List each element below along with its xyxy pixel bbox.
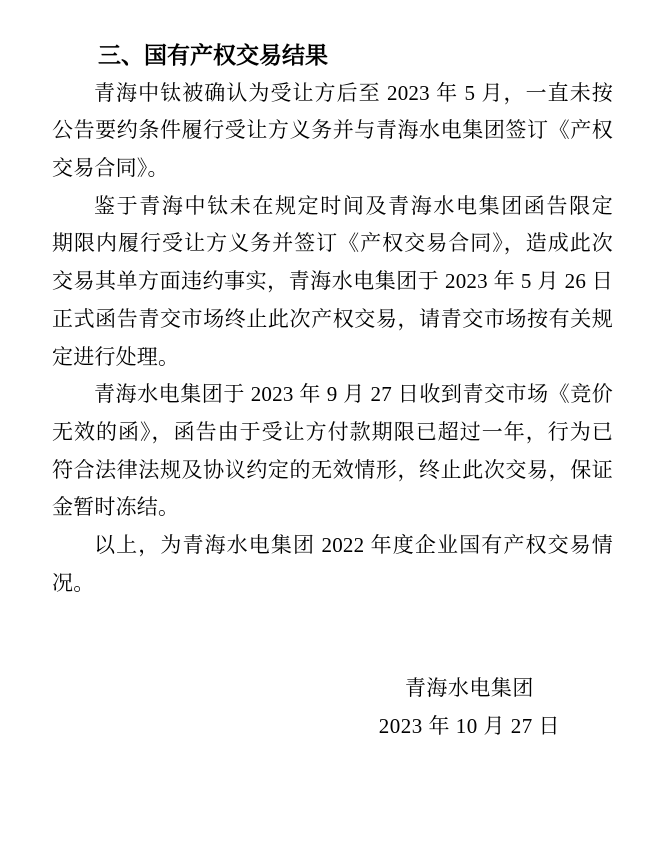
text-line: 以上，为青海水电集团 2022 年度企业国有产权交易情 <box>94 532 613 557</box>
paragraph <box>52 376 613 527</box>
text-line: 正式函告青交市场终止此次产权交易，请青交市场按有关规 <box>52 306 613 331</box>
text-line: 青海水电集团于 2023 年 9 月 27 日收到青交市场《竞价 <box>94 382 613 407</box>
text-line: 交易合同》。 <box>52 156 169 181</box>
text-line: 符合法律法规及协议约定的无效情形，终止此次交易，保证 <box>52 457 613 482</box>
section-heading: 三、国有产权交易结果 <box>98 42 328 68</box>
paragraph <box>52 188 613 376</box>
paragraph <box>52 527 613 602</box>
text-line: 期限内履行受让方义务并签订《产权交易合同》，造成此次 <box>52 231 613 256</box>
text-line: 无效的函》，函告由于受让方付款期限已超过一年，行为已 <box>52 419 613 444</box>
signature-name: 青海水电集团 <box>404 676 534 701</box>
signature-block <box>52 670 613 745</box>
text-line: 公告要约条件履行受让方义务并与青海水电集团签订《产权 <box>52 118 613 143</box>
text-line: 青海中钛被确认为受让方后至 2023 年 5 月，一直未按 <box>94 80 613 105</box>
signature-inner <box>379 670 560 745</box>
paragraph <box>52 75 613 188</box>
document-body <box>52 75 613 603</box>
text-line: 定进行处理。 <box>52 344 180 369</box>
text-line: 交易其单方面违约事实，青海水电集团于 2023 年 5 月 26 日 <box>52 269 613 294</box>
text-line: 金暂时冻结。 <box>52 495 180 520</box>
text-line: 鉴于青海中钛未在规定时间及青海水电集团函告限定 <box>94 193 613 218</box>
text-line: 况。 <box>52 570 95 595</box>
signature-date: 2023 年 10 月 27 日 <box>378 714 560 738</box>
